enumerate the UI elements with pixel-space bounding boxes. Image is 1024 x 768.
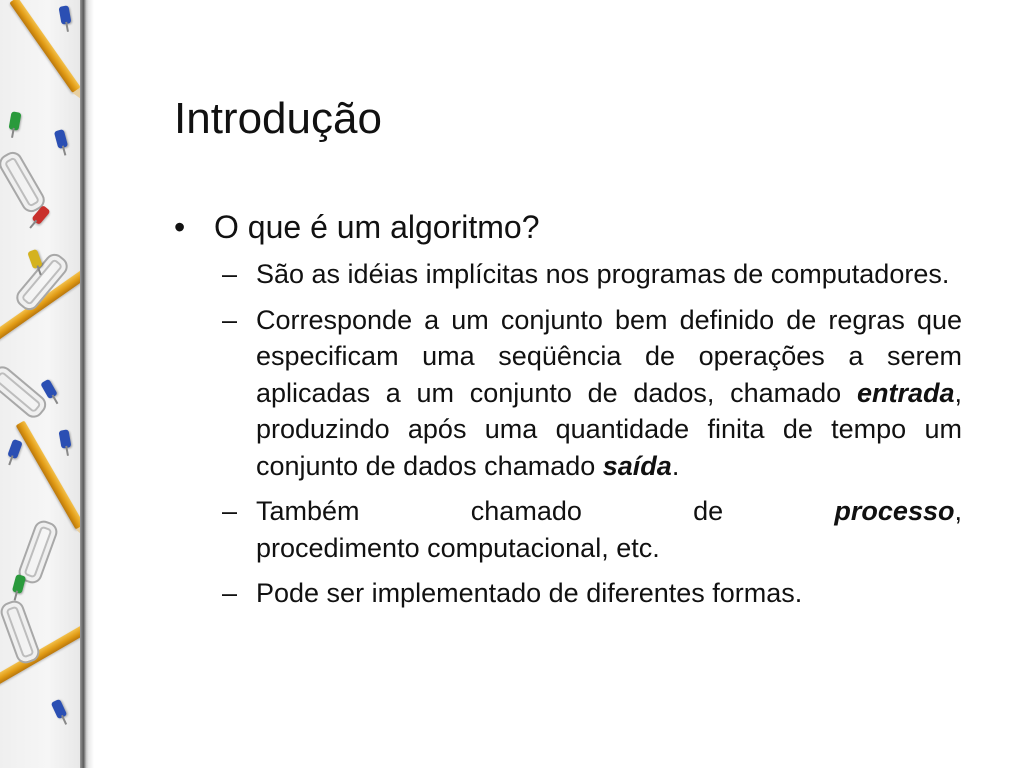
text-segment: . bbox=[671, 450, 680, 481]
term-saida: saída bbox=[602, 450, 672, 481]
list-item-text: São as idéias implícitas nos programas de computadores. bbox=[256, 259, 950, 289]
dash-marker: – bbox=[222, 259, 238, 289]
slide-content bbox=[170, 208, 962, 621]
list-item bbox=[170, 493, 962, 566]
text-segment: , produzindo após uma quantidade finita de tempo um conjunto de dados chamado bbox=[256, 377, 962, 481]
term-processo: processo bbox=[834, 496, 955, 526]
text-line: procedimento computacional, etc. bbox=[256, 532, 660, 563]
sub-bullet-list bbox=[170, 256, 962, 612]
text-segment: Também chamado de bbox=[256, 496, 835, 526]
pushpin-icon bbox=[9, 111, 22, 130]
dash-marker: – bbox=[222, 496, 238, 526]
list-item-text: Pode ser implementado de diferentes formas. bbox=[256, 578, 803, 608]
text-line bbox=[256, 493, 962, 530]
pencil-icon bbox=[16, 421, 80, 530]
main-bullet bbox=[170, 208, 962, 246]
border-divider bbox=[80, 0, 94, 768]
pushpin-icon bbox=[51, 699, 68, 720]
pushpin-icon bbox=[59, 429, 72, 448]
text-segment: , bbox=[954, 496, 962, 526]
paperclip-icon bbox=[0, 598, 42, 666]
term-entrada: entrada bbox=[856, 377, 955, 408]
pushpin-icon bbox=[7, 439, 23, 459]
list-item-text bbox=[256, 493, 962, 566]
list-item bbox=[170, 256, 962, 293]
text-segment: Corresponde a um conjunto bem definido de regras que especificam uma seqüência de operações a serem aplicadas a um conjunto de dados, chamado bbox=[256, 304, 962, 408]
pushpin-icon bbox=[59, 5, 72, 24]
dash-marker: – bbox=[222, 304, 238, 335]
decorative-border bbox=[0, 0, 80, 768]
paperclip-icon bbox=[0, 362, 50, 422]
pushpin-icon bbox=[27, 249, 43, 269]
list-item-text bbox=[256, 302, 962, 485]
main-bullet-text: O que é um algoritmo? bbox=[214, 209, 540, 245]
list-item bbox=[170, 575, 962, 612]
pushpin-icon bbox=[54, 129, 68, 149]
slide-title: Introdução bbox=[174, 94, 382, 143]
dash-marker: – bbox=[222, 578, 238, 608]
list-item bbox=[170, 302, 962, 485]
bullet-marker: • bbox=[174, 209, 186, 245]
pushpin-icon bbox=[12, 574, 26, 594]
